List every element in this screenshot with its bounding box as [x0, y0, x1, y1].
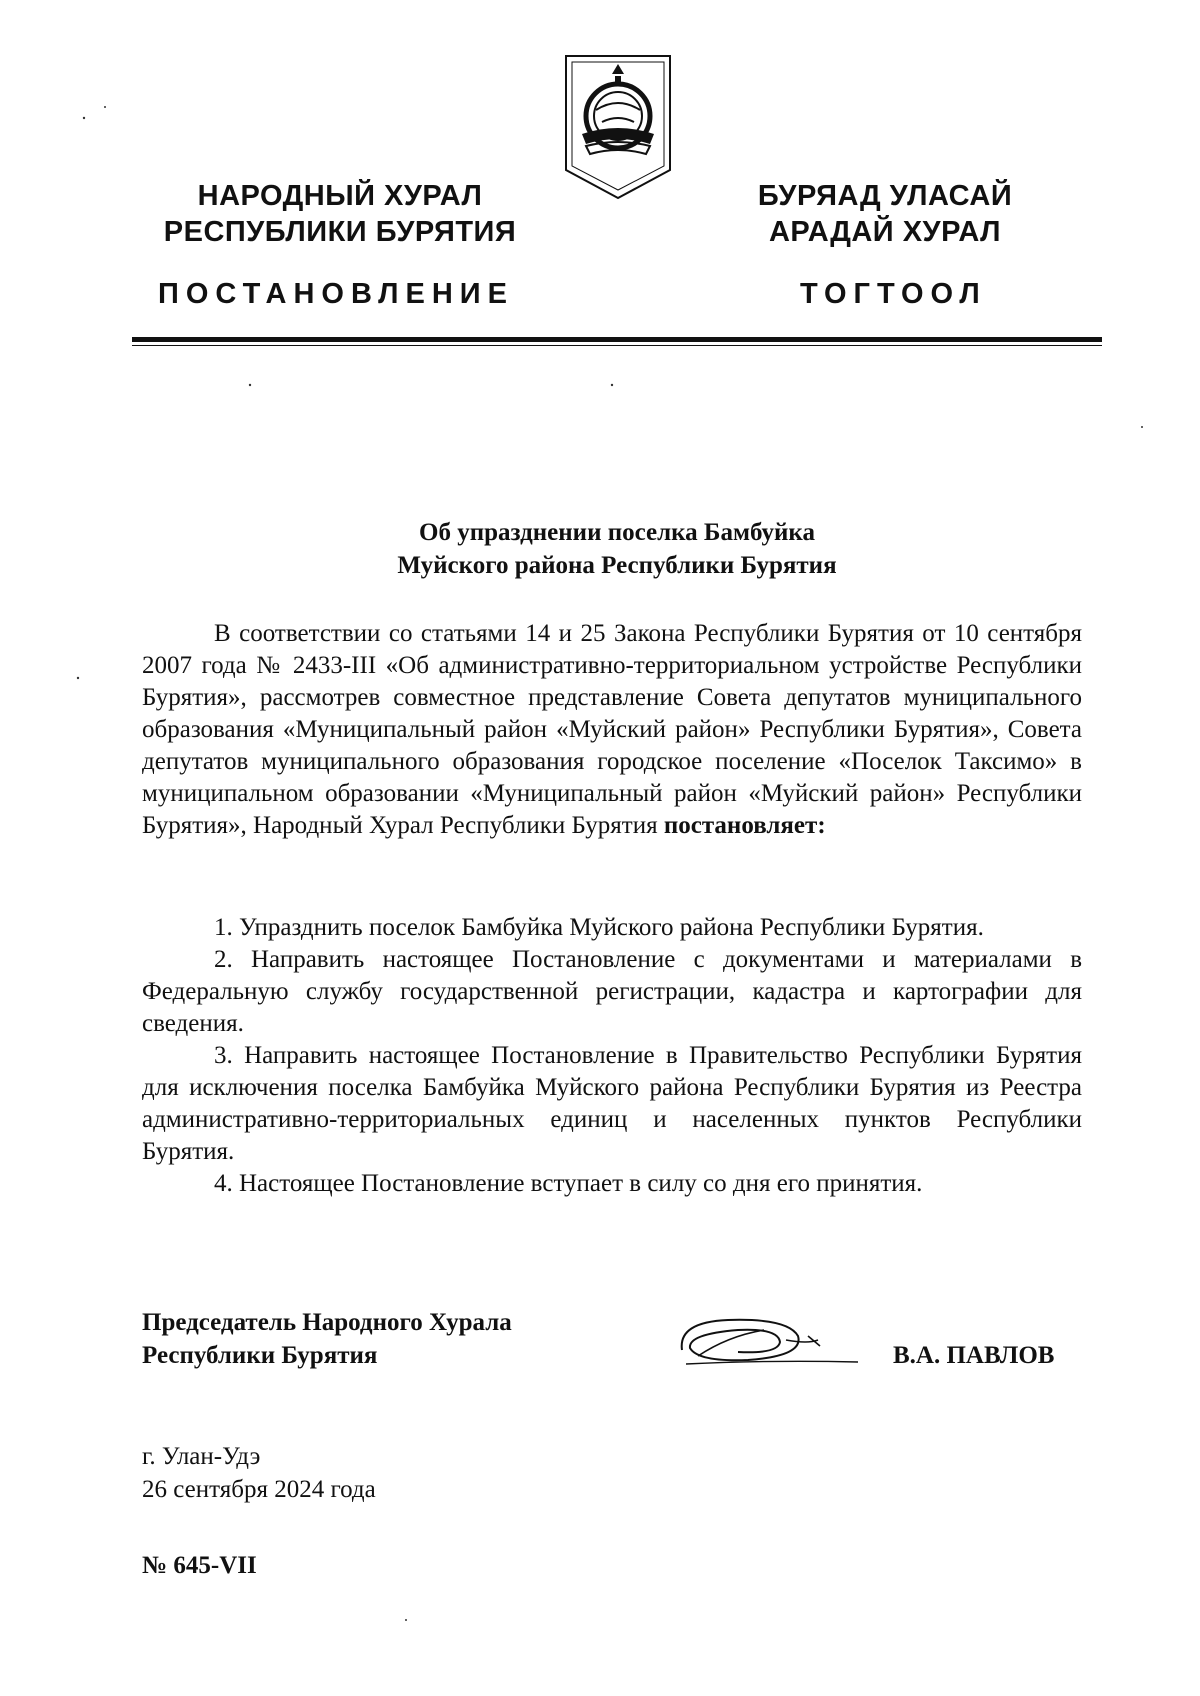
resolution-item-3: 3. Направить настоящее Постановление в Правительство Республики Бурятия для исключения поселка Бамбуйка Муйского района Республики Бурятия из Реестра административно-территориальных единиц и населенных пунктов Республики Бурятия.: [142, 1042, 1082, 1165]
header-divider-thin: [132, 345, 1102, 346]
org-ru-line1: НАРОДНЫЙ ХУРАЛ: [197, 180, 483, 212]
resolution-items: [142, 912, 1082, 1200]
doctype-russian: ПОСТАНОВЛЕНИЕ: [158, 278, 514, 310]
header-divider-thick: [132, 337, 1102, 342]
preamble-paragraph: [142, 618, 1082, 842]
document-city: г. Улан-Удэ: [142, 1443, 261, 1470]
org-ru-line2: РЕСПУБЛИКИ БУРЯТИЯ: [163, 216, 517, 248]
place-and-date: [142, 1440, 376, 1506]
signatory-position: [142, 1306, 512, 1372]
org-bua-line1: БУРЯАД УЛАСАЙ: [757, 180, 1013, 212]
coat-of-arms-emblem: [562, 52, 674, 202]
preamble-text: В соответствии со статьями 14 и 25 Закона Республики Бурятия от 10 сентября 2007 года № 2433-III «Об административно-территориальном устройстве Республики Бурятия», рассмотрев совместное представление Совета депутатов муниципального образования «Муниципальный район «Муйский район» Республики Бурятия», Совета депутатов муниципального образования городское поселение «Поселок Таксимо» в муниципальном образовании «Муниципальный район «Муйский район» Республики Бурятия», Народный Хурал Республики Бурятия: [142, 620, 1082, 839]
title-line1: Об упразднении поселка Бамбуйка: [419, 519, 815, 546]
preamble-colon: :: [817, 812, 826, 839]
org-name-buryat: [720, 178, 1050, 250]
org-bua-line2: АРАДАЙ ХУРАЛ: [768, 216, 1002, 248]
signatory-name: В.А. ПАВЛОВ: [893, 1342, 1055, 1369]
document-title: [132, 516, 1102, 582]
title-line2: Муйского района Республики Бурятия: [397, 552, 837, 579]
resolution-item-1: 1. Упразднить поселок Бамбуйка Муйского района Республики Бурятия.: [214, 914, 984, 941]
org-name-russian: [150, 178, 530, 250]
doctype-buryat: ТОГТООЛ: [800, 278, 987, 310]
signatory-position-line1: Председатель Народного Хурала: [142, 1309, 512, 1336]
resolution-item-2: 2. Направить настоящее Постановление с документами и материалами в Федеральную службу государственной регистрации, кадастра и картографии для сведения.: [142, 946, 1082, 1037]
handwritten-signature: [668, 1300, 868, 1380]
resolution-item-4: 4. Настоящее Постановление вступает в силу со дня его принятия.: [214, 1170, 923, 1197]
signatory-position-line2: Республики Бурятия: [142, 1342, 378, 1369]
document-date: 26 сентября 2024 года: [142, 1476, 376, 1503]
preamble-resolves: постановляет: [663, 812, 818, 839]
document-number: № 645-VII: [142, 1552, 257, 1579]
